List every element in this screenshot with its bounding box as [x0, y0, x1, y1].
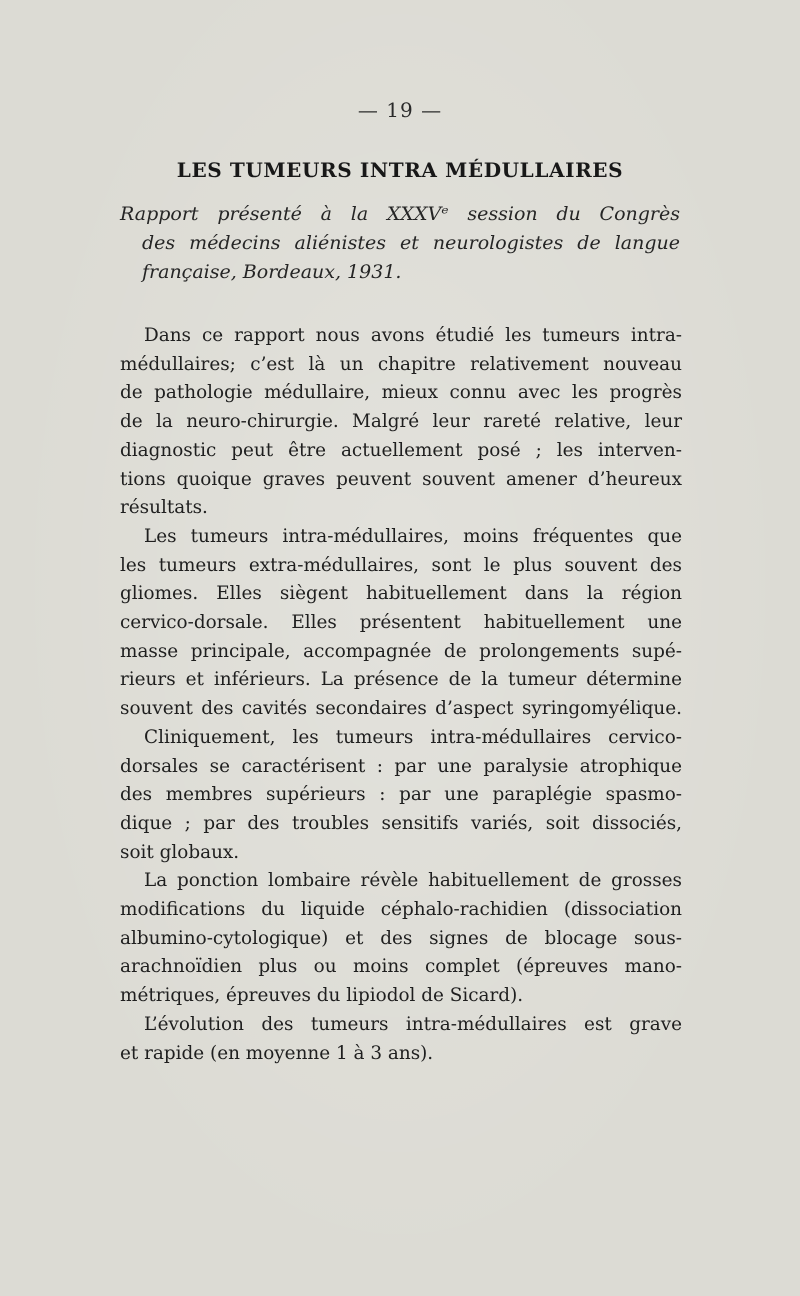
body-line: dorsales se caractérisent : par une paralysie atrophique [120, 755, 682, 777]
body-line: les tumeurs extra-médullaires, sont le plus souvent des [120, 554, 682, 576]
body-line: masse principale, accompagnée de prolongements supé- [120, 640, 682, 662]
body-line: cervico-dorsale. Elles présentent habituellement une [120, 612, 682, 634]
page-title: LES TUMEURS INTRA MÉDULLAIRES [176, 158, 624, 182]
subtitle-line: des médecins aliénistes et neurologistes de langue [142, 232, 680, 254]
body-line: de pathologie médullaire, mieux connu avec les progrès [120, 382, 682, 404]
body-line: et rapide (en moyenne 1 à 3 ans). [120, 1042, 434, 1064]
body-line: médullaires; c’est là un chapitre relativement nouveau [120, 353, 682, 375]
body-line: rieurs et inférieurs. La présence de la tumeur détermine [120, 669, 682, 691]
body-line: résultats. [120, 497, 208, 519]
report-subtitle [120, 200, 680, 287]
body-line: soit globaux. [120, 841, 240, 863]
body-line: L’évolution des tumeurs intra-médullaires est grave [144, 1013, 682, 1035]
body-line: des membres supérieurs : par une paraplégie spasmo- [120, 784, 682, 806]
body-line: de la neuro-chirurgie. Malgré leur rareté relative, leur [120, 411, 682, 433]
body-line: Les tumeurs intra-médullaires, moins fréquentes que [144, 525, 682, 547]
body-line: gliomes. Elles siègent habituellement dans la région [120, 583, 682, 605]
body-line: diagnostic peut être actuellement posé ; les interven- [120, 439, 682, 461]
body-line: tions quoique graves peuvent souvent amener d’heureux [120, 468, 682, 490]
page-number: — 19 — [357, 98, 443, 122]
body-line: modifications du liquide céphalo-rachidien (dissociation [120, 899, 682, 921]
body-text [120, 322, 682, 1068]
body-line: arachnoïdien plus ou moins complet (épreuves mano- [120, 956, 682, 978]
body-line: dique ; par des troubles sensitifs variés, soit dissociés, [120, 812, 682, 834]
body-line: Cliniquement, les tumeurs intra-médullaires cervico- [144, 726, 682, 748]
body-line: albumino-cytologique) et des signes de blocage sous- [120, 927, 682, 949]
body-line: La ponction lombaire révèle habituellement de grosses [144, 870, 682, 892]
body-line: Dans ce rapport nous avons étudié les tumeurs intra- [144, 325, 682, 346]
body-line: souvent des cavités secondaires d’aspect syringomyélique. [120, 698, 682, 720]
subtitle-line: française, Bordeaux, 1931. [142, 261, 402, 283]
body-line: métriques, épreuves du lipiodol de Sicard). [120, 985, 524, 1007]
subtitle-line: Rapport présenté à la XXXVᵉ session du Congrès [120, 203, 680, 225]
